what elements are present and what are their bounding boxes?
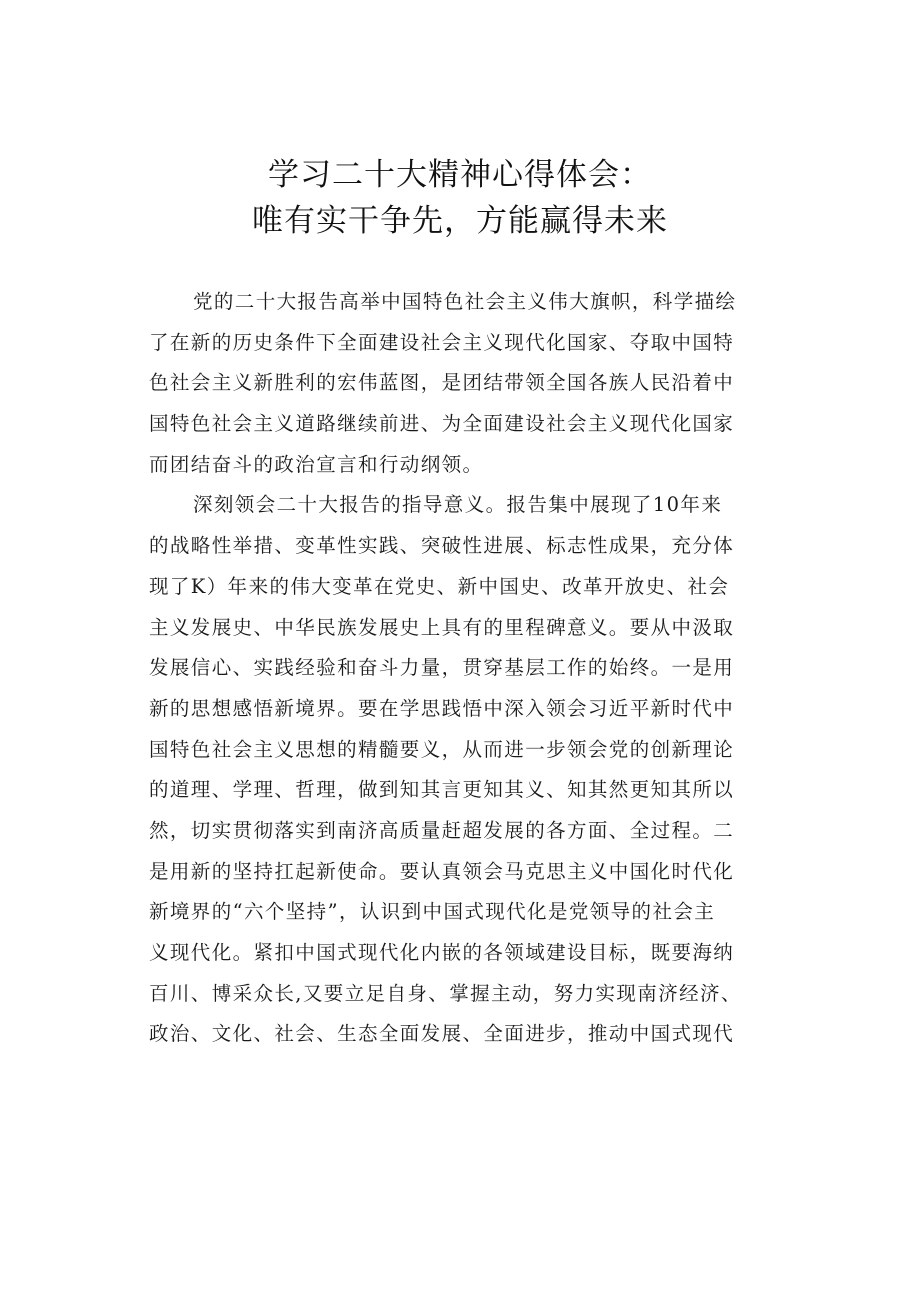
text-line: 现了K）年来的伟大变革在党史、新中国史、改革开放史、社会 — [149, 574, 730, 598]
text-line: 国特色社会主义道路继续前进、为全面建设社会主义现代化国家 — [149, 412, 735, 436]
paragraph-2 — [149, 485, 809, 1055]
text-line: 色社会主义新胜利的宏伟蓝图，是团结带领全国各族人民沿着中 — [149, 371, 735, 395]
text-line: 发展信心、实践经验和奋斗力量，贯穿基层工作的始终。一是用 — [149, 656, 735, 680]
text-line: 新的思想感悟新境界。要在学思践悟中深入领会习近平新时代中 — [149, 696, 735, 720]
page-title — [0, 152, 920, 244]
text-line: 是用新的坚持扛起新使命。要认真领会马克思主义中国化时代化 — [149, 859, 735, 883]
paragraph-1 — [149, 282, 809, 485]
text-line: 的战略性举措、变革性实践、突破性进展、标志性成果，充分体 — [149, 534, 735, 558]
title-line-2: 唯有实干争先，方能赢得未来 — [252, 203, 668, 239]
text-line: 主义发展史、中华民族发展史上具有的里程碑意义。要从中汲取 — [149, 615, 735, 639]
text-line: 深刻领会二十大报告的指导意义。报告集中展现了10年来 — [193, 493, 723, 517]
text-line: 国特色社会主义思想的精髓要义，从而进一步领会党的创新理论 — [149, 737, 735, 761]
text-line: 了在新的历史条件下全面建设社会主义现代化国家、夺取中国特 — [149, 330, 735, 354]
text-line: 百川、博采众长,又要立足自身、掌握主动，努力实现南济经济、 — [149, 981, 742, 1005]
text-line: 而团结奋斗的政治宣言和行动纲领。 — [149, 452, 484, 476]
text-line: 政治、文化、社会、生态全面发展、全面进步，推动中国式现代 — [149, 1022, 735, 1046]
text-line: 的道理、学理、哲理，做到知其言更知其义、知其然更知其所以 — [149, 778, 735, 802]
title-line-1: 学习二十大精神心得体会： — [268, 157, 652, 193]
article-body — [149, 282, 809, 1055]
text-line: 义现代化。紧扣中国式现代化内嵌的各领域建设目标，既要海纳 — [149, 941, 735, 964]
text-line: 然，切实贯彻落实到南济高质量赶超发展的各方面、全过程。二 — [149, 818, 735, 842]
text-line: 新境界的“六个坚持”，认识到中国式现代化是党领导的社会主 — [149, 900, 716, 924]
text-line: 党的二十大报告高举中国特色社会主义伟大旗帜，科学描绘 — [193, 290, 737, 313]
